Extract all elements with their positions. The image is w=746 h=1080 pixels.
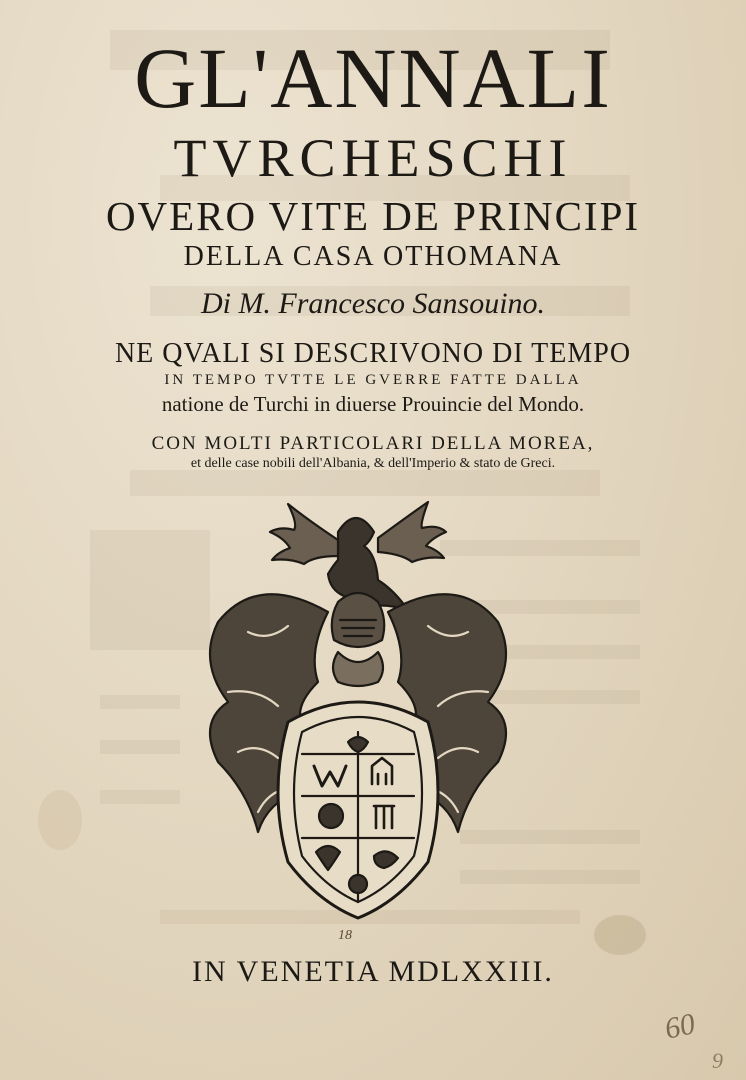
title-line-1: GL'ANNALI [134,30,612,126]
description-line-5: et delle case nobili dell'Albania, & dell'Imperio & stato de Greci. [190,456,556,471]
author-line: Di M. Francesco Sansouino. [200,287,546,320]
description-line-4: CON MOLTI PARTICOLARI DELLA MOREA, [151,433,595,454]
coat-of-arms-with-eagle-crest-icon [188,492,528,932]
description-line-3: natione de Turchi in diuerse Prouincie del Mondo. [161,392,585,416]
title-line-3: OVERO VITE DE PRINCIPI [105,193,641,239]
title-line-4: DELLA CASA OTHOMANA [183,241,563,272]
handwritten-corner-note: 9 [712,1048,723,1073]
description-line-2: IN TEMPO TVTTE LE GVERRE FATTE DALLA [164,372,582,388]
imprint-line: IN VENETIA MDLXXIII. [192,955,554,988]
handwritten-margin-note: 60 [661,1007,698,1046]
handwritten-page-number: 18 [338,928,352,943]
title-line-2: TVRCHESCHI [173,128,573,188]
description-line-1: NE QVALI SI DESCRIVONO DI TEMPO [114,338,632,369]
